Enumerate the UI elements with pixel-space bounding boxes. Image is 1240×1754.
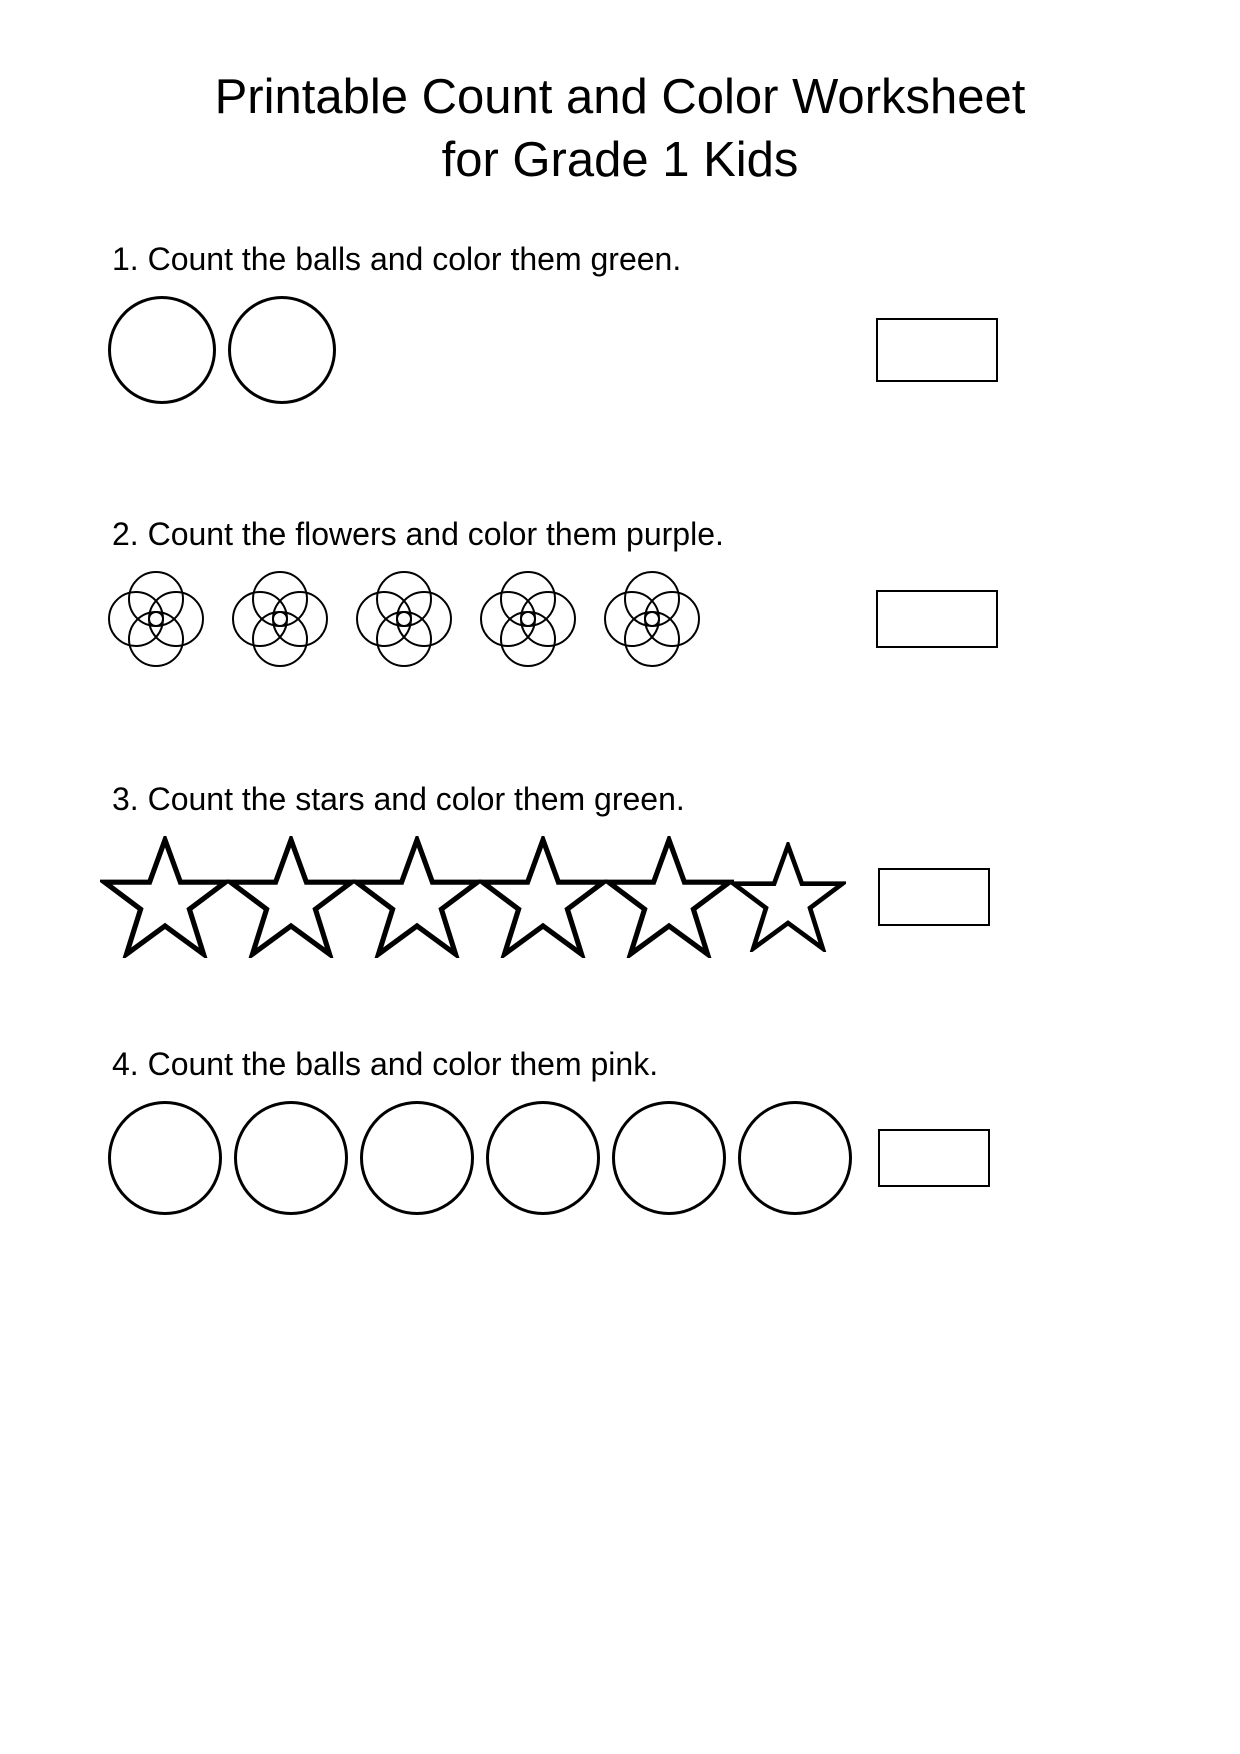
flower-shape[interactable]	[108, 571, 204, 667]
question-4	[0, 1045, 1240, 1215]
question-2	[0, 515, 1240, 667]
flower-shape[interactable]	[232, 571, 328, 667]
star-shape[interactable]	[226, 836, 356, 963]
ball-shape[interactable]	[234, 1101, 348, 1215]
question-1-shapes	[0, 296, 1240, 404]
ball-shape[interactable]	[612, 1101, 726, 1215]
page-title-line-1: Printable Count and Color Worksheet	[214, 70, 1026, 124]
question-2-text: 2. Count the flowers and color them purple.	[112, 516, 724, 552]
ball-shape[interactable]	[228, 296, 336, 404]
answer-box[interactable]	[876, 318, 998, 382]
question-3-text: 3. Count the stars and color them green.	[112, 781, 685, 817]
ball-shape[interactable]	[486, 1101, 600, 1215]
answer-box[interactable]	[878, 868, 990, 926]
page-title-line-2: for Grade 1 Kids	[441, 132, 799, 187]
question-4-shapes	[0, 1101, 1240, 1215]
answer-box[interactable]	[876, 590, 998, 648]
question-1-text: 1. Count the balls and color them green.	[112, 241, 682, 277]
ball-shape[interactable]	[108, 296, 216, 404]
star-shape[interactable]	[478, 836, 608, 963]
page-title	[0, 0, 1240, 191]
question-2-shapes	[0, 571, 1240, 667]
ball-shape[interactable]	[360, 1101, 474, 1215]
star-shape[interactable]	[352, 836, 482, 963]
question-3-shapes	[0, 836, 1240, 963]
ball-shape[interactable]	[108, 1101, 222, 1215]
question-1	[0, 240, 1240, 404]
flower-shape[interactable]	[356, 571, 452, 667]
flower-shape[interactable]	[480, 571, 576, 667]
star-shape[interactable]	[604, 836, 734, 963]
question-4-text: 4. Count the balls and color them pink.	[112, 1046, 659, 1082]
flower-shape[interactable]	[604, 571, 700, 667]
answer-box[interactable]	[878, 1129, 990, 1187]
ball-shape[interactable]	[738, 1101, 852, 1215]
star-shape[interactable]	[730, 842, 846, 957]
question-3	[0, 780, 1240, 963]
star-shape[interactable]	[100, 836, 230, 963]
